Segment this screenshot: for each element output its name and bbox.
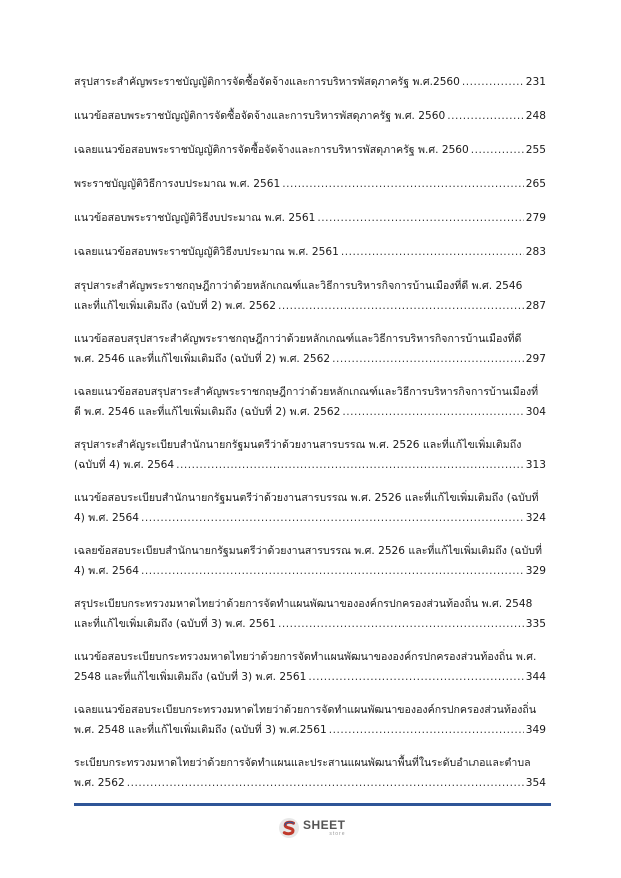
toc-entry-title: เฉลยข้อสอบระเบียบสำนักนายกรัฐมนตรีว่าด้วยงานสารบรรณ พ.ศ. 2526 และที่แก้ไขเพิ่มเติมถึง (ฉบับที่: [74, 545, 543, 557]
toc-page-number: 354: [525, 777, 546, 789]
sheet-store-logo: [278, 817, 346, 839]
toc-page-number: 324: [525, 512, 546, 524]
toc-page-number: 255: [525, 144, 546, 156]
toc-entry-title: 4) พ.ศ. 2564: [74, 565, 140, 577]
toc-entry-last-line: [74, 174, 546, 194]
toc-entry-last-line: [74, 561, 546, 581]
toc-entry-title: เฉลยแนวข้อสอบสรุปสาระสำคัญพระราชกฤษฎีกาว่าด้วยหลักเกณฑ์และวิธีการบริหารกิจการบ้านเมืองที่: [74, 386, 539, 398]
toc-page-number: 297: [525, 353, 546, 365]
toc-entry[interactable]: [74, 72, 546, 92]
toc-entry-title: พ.ศ. 2562: [74, 777, 125, 789]
toc-dot-leader: [462, 72, 524, 92]
toc-entry-last-line: [74, 667, 546, 687]
toc-page-number: 313: [525, 459, 546, 471]
toc-entry-title: เฉลยแนวข้อสอบพระราชบัญญัติวิธีงบประมาณ พ.ศ. 2561: [74, 246, 339, 258]
toc-entry-title: และที่แก้ไขเพิ่มเติมถึง (ฉบับที่ 3) พ.ศ. 2561: [74, 618, 276, 630]
toc-entry-title: แนวข้อสอบสรุปสาระสำคัญพระราชกฤษฎีกาว่าด้วยหลักเกณฑ์และวิธีการบริหารกิจการบ้านเมืองที่ดี: [74, 333, 522, 345]
toc-dot-leader: [127, 773, 524, 793]
toc-entry-last-line: [74, 208, 546, 228]
toc-entry-title: เฉลยแนวข้อสอบพระราชบัญญัติการจัดซื้อจัดจ้างและการบริหารพัสดุภาครัฐ พ.ศ. 2560: [74, 144, 469, 156]
toc-entry-title: สรุปสาระสำคัญพระราชบัญญัติการจัดซื้อจัดจ้างและการบริหารพัสดุภาครัฐ พ.ศ.2560: [74, 76, 460, 88]
toc-dot-leader: [329, 720, 524, 740]
toc-page-number: 287: [525, 300, 546, 312]
toc-entry-title: ระเบียบกระทรวงมหาดไทยว่าด้วยการจัดทำแผนและประสานแผนพัฒนาพื้นที่ในระดับอำเภอและตำบล: [74, 757, 531, 769]
toc-entry-title: และที่แก้ไขเพิ่มเติมถึง (ฉบับที่ 2) พ.ศ. 2562: [74, 300, 276, 312]
toc-dot-leader: [471, 140, 524, 160]
toc-dot-leader: [141, 508, 524, 528]
toc-entry-last-line: [74, 106, 546, 126]
toc-page-number: 265: [525, 178, 546, 190]
toc-entry[interactable]: [74, 329, 546, 369]
toc-dot-leader: [176, 455, 524, 475]
toc-dot-leader: [342, 402, 523, 422]
toc-entry[interactable]: [74, 435, 546, 475]
toc-dot-leader: [447, 106, 524, 126]
toc-entry-title: สรุปสาระสำคัญระเบียบสำนักนายกรัฐมนตรีว่าด้วยงานสารบรรณ พ.ศ. 2526 และที่แก้ไขเพิ่มเติมถึง: [74, 439, 522, 451]
toc-entry-last-line: [74, 773, 546, 793]
toc-entry-last-line: [74, 614, 546, 634]
toc-entry-title: สรุประเบียบกระทรวงมหาดไทยว่าด้วยการจัดทำแผนพัฒนาขององค์กรปกครองส่วนท้องถิ่น พ.ศ. 2548: [74, 598, 533, 610]
toc-entry-title: แนวข้อสอบพระราชบัญญัติการจัดซื้อจัดจ้างและการบริหารพัสดุภาครัฐ พ.ศ. 2560: [74, 110, 446, 122]
toc-entry-title: 2548 และที่แก้ไขเพิ่มเติมถึง (ฉบับที่ 3) พ.ศ. 2561: [74, 671, 307, 683]
footer-divider: [74, 803, 551, 806]
toc-dot-leader: [317, 208, 523, 228]
toc-entry-title: แนวข้อสอบพระราชบัญญัติวิธีงบประมาณ พ.ศ. 2561: [74, 212, 316, 224]
toc-entry[interactable]: [74, 276, 546, 316]
toc-entry[interactable]: [74, 700, 546, 740]
toc-page-number: 283: [525, 246, 546, 258]
logo-wordmark: SHEET: [303, 818, 346, 832]
toc-entry-last-line: [74, 455, 546, 475]
toc-entry-title: (ฉบับที่ 4) พ.ศ. 2564: [74, 459, 175, 471]
toc-dot-leader: [308, 667, 523, 687]
toc-entry[interactable]: [74, 541, 546, 581]
toc-page-number: 231: [525, 76, 546, 88]
toc-page-number: 248: [525, 110, 546, 122]
toc-entry-last-line: [74, 402, 546, 422]
sheet-store-logo-icon: [278, 817, 300, 839]
toc-entry[interactable]: [74, 753, 546, 793]
toc-entry[interactable]: [74, 242, 546, 262]
toc-entry-last-line: [74, 296, 546, 316]
toc-entry[interactable]: [74, 208, 546, 228]
table-of-contents: [74, 72, 546, 806]
toc-dot-leader: [282, 174, 524, 194]
toc-entry-title: พ.ศ. 2546 และที่แก้ไขเพิ่มเติมถึง (ฉบับที่ 2) พ.ศ. 2562: [74, 353, 331, 365]
toc-entry[interactable]: [74, 140, 546, 160]
toc-dot-leader: [141, 561, 524, 581]
toc-entry-last-line: [74, 720, 546, 740]
toc-dot-leader: [341, 242, 524, 262]
toc-page-number: 329: [525, 565, 546, 577]
toc-page-number: 349: [525, 724, 546, 736]
toc-entry[interactable]: [74, 382, 546, 422]
toc-entry-title: พระราชบัญญัติวิธีการงบประมาณ พ.ศ. 2561: [74, 178, 281, 190]
toc-entry[interactable]: [74, 488, 546, 528]
toc-entry-last-line: [74, 508, 546, 528]
toc-entry-title: สรุปสาระสำคัญพระราชกฤษฎีกาว่าด้วยหลักเกณฑ์และวิธีการบริหารกิจการบ้านเมืองที่ดี พ.ศ. 2546: [74, 280, 523, 292]
toc-entry-title: แนวข้อสอบระเบียบกระทรวงมหาดไทยว่าด้วยการจัดทำแผนพัฒนาขององค์กรปกครองส่วนท้องถิ่น พ.ศ.: [74, 651, 537, 663]
toc-dot-leader: [278, 296, 524, 316]
toc-dot-leader: [278, 614, 524, 634]
toc-entry[interactable]: [74, 174, 546, 194]
toc-entry-title: เฉลยแนวข้อสอบระเบียบกระทรวงมหาดไทยว่าด้วยการจัดทำแผนพัฒนาขององค์กรปกครองส่วนท้องถิ่น: [74, 704, 537, 716]
toc-entry-last-line: [74, 349, 546, 369]
toc-entry[interactable]: [74, 647, 546, 687]
toc-entry-title: ดี พ.ศ. 2546 และที่แก้ไขเพิ่มเติมถึง (ฉบับที่ 2) พ.ศ. 2562: [74, 406, 341, 418]
toc-page-number: 279: [525, 212, 546, 224]
toc-entry-last-line: [74, 242, 546, 262]
toc-dot-leader: [332, 349, 524, 369]
toc-entry-last-line: [74, 72, 546, 92]
toc-entry[interactable]: [74, 594, 546, 634]
logo-subtitle: store: [329, 831, 346, 837]
toc-page-number: 335: [525, 618, 546, 630]
toc-page-number: 344: [525, 671, 546, 683]
toc-entry[interactable]: [74, 106, 546, 126]
toc-entry-title: พ.ศ. 2548 และที่แก้ไขเพิ่มเติมถึง (ฉบับที่ 3) พ.ศ.2561: [74, 724, 327, 736]
toc-entry-title: 4) พ.ศ. 2564: [74, 512, 140, 524]
toc-page-number: 304: [525, 406, 546, 418]
toc-entry-title: แนวข้อสอบระเบียบสำนักนายกรัฐมนตรีว่าด้วยงานสารบรรณ พ.ศ. 2526 และที่แก้ไขเพิ่มเติมถึง (ฉบับที่: [74, 492, 539, 504]
toc-entry-last-line: [74, 140, 546, 160]
